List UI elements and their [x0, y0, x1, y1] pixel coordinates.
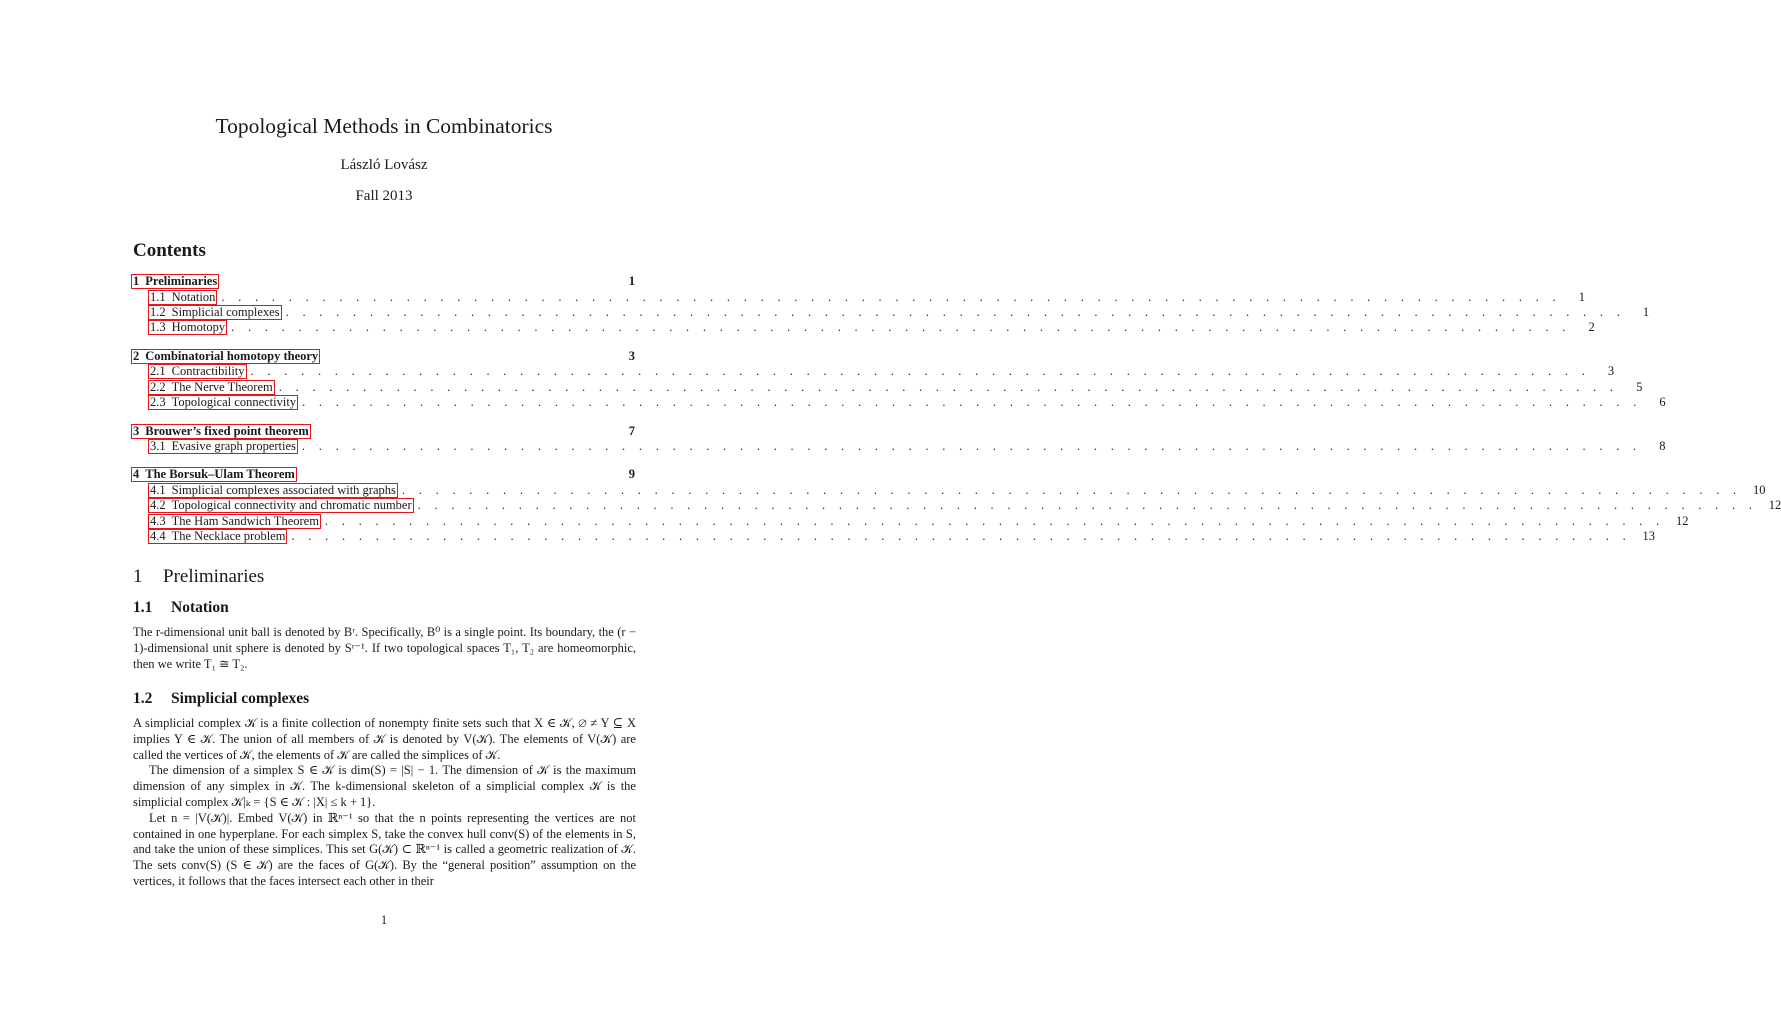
toc-entry-number: 3.1 — [150, 439, 166, 453]
toc-leader-dots: . . . . . . . . . . . . . . . . . . . . . . . . . . . . . . . . . . . . . . . . . . . . . . . . . . . . . . . . . . . . . . . . . . . . . . . . . . . . . . . . — [401, 483, 1742, 497]
subsection-1-1-heading — [133, 599, 229, 617]
toc-page-number: 3 — [628, 349, 635, 363]
document-date: Fall 2013 — [355, 188, 413, 204]
toc-entry-title: Notation — [171, 290, 216, 304]
toc-link[interactable] — [131, 274, 219, 289]
toc-leader-dots: . . . . . . . . . . . . . . . . . . . . . . . . . . . . . . . . . . . . . . . . . . . . . . . . . . . . . . . . . . . . . . . . . . . . . . . . . . . . . . . . — [324, 514, 1665, 528]
toc-page-number: 7 — [628, 424, 635, 438]
toc-entry-title: Simplicial complexes — [171, 305, 280, 319]
toc-entry-title: Homotopy — [171, 320, 226, 334]
toc-link[interactable] — [131, 349, 320, 364]
toc-link[interactable] — [148, 395, 298, 410]
contents-heading: Contents — [133, 240, 206, 261]
toc-link[interactable] — [148, 380, 275, 395]
toc-entry-number: 1.3 — [150, 320, 166, 334]
subsection-1-2-heading — [133, 690, 309, 708]
toc-leader-dots: . . . . . . . . . . . . . . . . . . . . . . . . . . . . . . . . . . . . . . . . . . . . . . . . . . . . . . . . . . . . . . . . . . . . . . . . . . . . . . . . — [285, 305, 1626, 319]
toc-entry-number: 2.3 — [150, 395, 166, 409]
toc-entry-number: 4 — [133, 467, 140, 481]
toc-link[interactable] — [148, 483, 398, 498]
toc-entry-title: Simplicial complexes associated with graphs — [171, 483, 396, 497]
toc-link[interactable] — [148, 529, 287, 544]
subsection-title: Simplicial complexes — [171, 690, 310, 707]
page-number: 1 — [380, 913, 388, 927]
toc-entry-title: The Necklace problem — [171, 529, 286, 543]
toc-subsection-entry — [148, 305, 1650, 320]
toc-link[interactable] — [148, 439, 298, 454]
toc-entry-number: 4.2 — [150, 498, 166, 512]
toc-entry-number: 2.2 — [150, 380, 166, 394]
toc-entry-title: The Nerve Theorem — [171, 380, 273, 394]
toc-subsection-entry — [148, 364, 1615, 379]
toc-link[interactable] — [148, 498, 414, 513]
notation-text: The r-dimensional unit ball is denoted by Bʳ. Specifically, B⁰ is a single point. Its boundary, the (r − 1)-dimensional unit sphere is denoted by Sʳ⁻¹. If two topological spaces T₁, T₂ are homeomorphic, then we write T₁ ≅ T₂. — [133, 625, 636, 671]
toc-link[interactable] — [148, 305, 282, 320]
toc-section-entry — [131, 274, 635, 289]
toc-page-number: 1 — [1642, 305, 1650, 319]
toc-page-number: 12 — [1676, 514, 1689, 528]
simplicial-paragraph-1: A simplicial complex 𝒦 is a finite collection of nonempty finite sets such that X ∈ 𝒦, ∅ ≠ Y ⊆ X implies Y ∈ 𝒦. The union of all members of 𝒦 is denoted by V(𝒦). The elements of V(𝒦) are called the vertices of 𝒦, the elements of 𝒦 are called the simplices of 𝒦. — [133, 716, 636, 762]
toc-entry-number: 4.3 — [150, 514, 166, 528]
toc-entry-title: The Ham Sandwich Theorem — [171, 514, 319, 528]
toc-entry-number: 1.2 — [150, 305, 166, 319]
toc-entry-number: 3 — [133, 424, 140, 438]
toc-entry-number: 4.4 — [150, 529, 166, 543]
subsection-title: Notation — [171, 599, 229, 616]
toc-subsection-entry — [148, 290, 1585, 305]
toc-section-entry — [131, 349, 635, 364]
toc-subsection-entry — [148, 395, 1666, 410]
toc-page-number: 13 — [1642, 529, 1656, 543]
toc-entry-title: Topological connectivity — [171, 395, 297, 409]
section-title: Preliminaries — [163, 566, 265, 587]
toc-leader-dots: . . . . . . . . . . . . . . . . . . . . . . . . . . . . . . . . . . . . . . . . . . . . . . . . . . . . . . . . . . . . . . . . . . . . . . . . . . . . . . . . — [302, 395, 1642, 409]
subsection-number: 1.1 — [133, 599, 153, 616]
toc-leader-dots: . . . . . . . . . . . . . . . . . . . . . . . . . . . . . . . . . . . . . . . . . . . . . . . . . . . . . . . . . . . . . . . . . . . . . . . . . . . . . . . . — [301, 439, 1642, 453]
toc-leader-dots: . . . . . . . . . . . . . . . . . . . . . . . . . . . . . . . . . . . . . . . . . . . . . . . . . . . . . . . . . . . . . . . . . . . . . . . . . . . . . . . . — [291, 529, 1632, 543]
toc-subsection-entry — [148, 483, 1766, 498]
toc-entry-title: Topological connectivity and chromatic number — [171, 498, 412, 512]
simplicial-paragraph-3: Let n = |V(𝒦)|. Embed V(𝒦) in ℝⁿ⁻¹ so that the n points representing the vertices are not contained in one hyperplane. For each simplex S, take the convex hull conv(S) of the elements in S, and take the union of these simplices. This set G(𝒦) ⊂ ℝⁿ⁻¹ is called a geometric realization of 𝒦. The sets conv(S) (S ∈ 𝒦) are the faces of G(𝒦). By the “general position” assumption on the vertices, it follows that the faces intersect each other in their — [133, 810, 636, 888]
toc-link[interactable] — [131, 467, 297, 482]
toc-link[interactable] — [148, 290, 217, 305]
toc-subsection-entry — [148, 380, 1643, 395]
notation-paragraph — [133, 625, 636, 672]
section-1-heading — [133, 566, 264, 588]
toc-page-number: 9 — [628, 467, 635, 481]
toc-entry-title: The Borsuk–Ulam Theorem — [145, 467, 295, 481]
toc-subsection-entry — [148, 529, 1656, 544]
toc-entry-number: 1 — [133, 274, 140, 288]
toc-subsection-entry — [148, 439, 1666, 454]
toc-page-number: 6 — [1659, 395, 1666, 409]
subsection-number: 1.2 — [133, 690, 153, 707]
simplicial-complexes-body — [133, 716, 636, 890]
simplicial-paragraph-2: The dimension of a simplex S ∈ 𝒦 is dim(S) = |S| − 1. The dimension of 𝒦 is the maximum dimension of any simplex in 𝒦. The k-dimensional skeleton of a simplicial complex 𝒦 is the simplicial complex 𝒦|ₖ = {S ∈ 𝒦 : |X| ≤ k + 1}. — [133, 763, 636, 809]
toc-subsection-entry — [148, 498, 1781, 513]
toc-page-number: 10 — [1752, 483, 1766, 497]
toc-page-number: 8 — [1659, 439, 1666, 453]
toc-section-entry — [131, 424, 635, 439]
toc-page-number: 3 — [1607, 364, 1615, 378]
toc-entry-title: Contractibility — [171, 364, 245, 378]
toc-entry-title: Evasive graph properties — [171, 439, 296, 453]
toc-link[interactable] — [148, 514, 321, 529]
toc-entry-title: Brouwer’s fixed point theorem — [145, 424, 309, 438]
toc-leader-dots: . . . . . . . . . . . . . . . . . . . . . . . . . . . . . . . . . . . . . . . . . . . . . . . . . . . . . . . . . . . . . . . . . . . . . . . . . . . . . . . . — [417, 498, 1758, 512]
toc-page-number: 5 — [1636, 380, 1643, 394]
toc-leader-dots: . . . . . . . . . . . . . . . . . . . . . . . . . . . . . . . . . . . . . . . . . . . . . . . . . . . . . . . . . . . . . . . . . . . . . . . . . . . . . . . . — [221, 290, 1561, 304]
section-number: 1 — [133, 566, 143, 587]
toc-subsection-entry — [148, 320, 1595, 335]
toc-entry-number: 2 — [133, 349, 140, 363]
toc-link[interactable] — [148, 364, 247, 379]
toc-entry-title: Preliminaries — [145, 274, 218, 288]
toc-subsection-entry — [148, 514, 1689, 529]
toc-link[interactable] — [131, 424, 311, 439]
toc-page-number: 1 — [628, 274, 635, 288]
toc-link[interactable] — [148, 320, 227, 335]
toc-leader-dots: . . . . . . . . . . . . . . . . . . . . . . . . . . . . . . . . . . . . . . . . . . . . . . . . . . . . . . . . . . . . . . . . . . . . . . . . . . . . . . . . — [278, 380, 1619, 394]
toc-entry-title: Combinatorial homotopy theory — [145, 349, 319, 363]
toc-leader-dots: . . . . . . . . . . . . . . . . . . . . . . . . . . . . . . . . . . . . . . . . . . . . . . . . . . . . . . . . . . . . . . . . . . . . . . . . . . . . . . . . — [250, 364, 1591, 378]
document-author: László Lovász — [340, 157, 428, 173]
toc-entry-number: 2.1 — [150, 364, 166, 378]
toc-entry-number: 4.1 — [150, 483, 166, 497]
toc-page-number: 1 — [1578, 290, 1585, 304]
toc-leader-dots: . . . . . . . . . . . . . . . . . . . . . . . . . . . . . . . . . . . . . . . . . . . . . . . . . . . . . . . . . . . . . . . . . . . . . . . . . . . . . . . . — [231, 320, 1571, 334]
toc-section-entry — [131, 467, 635, 482]
toc-page-number: 2 — [1588, 320, 1595, 334]
toc-entry-number: 1.1 — [150, 290, 166, 304]
document-title: Topological Methods in Combinatorics — [215, 114, 553, 138]
toc-page-number: 12 — [1768, 498, 1781, 512]
